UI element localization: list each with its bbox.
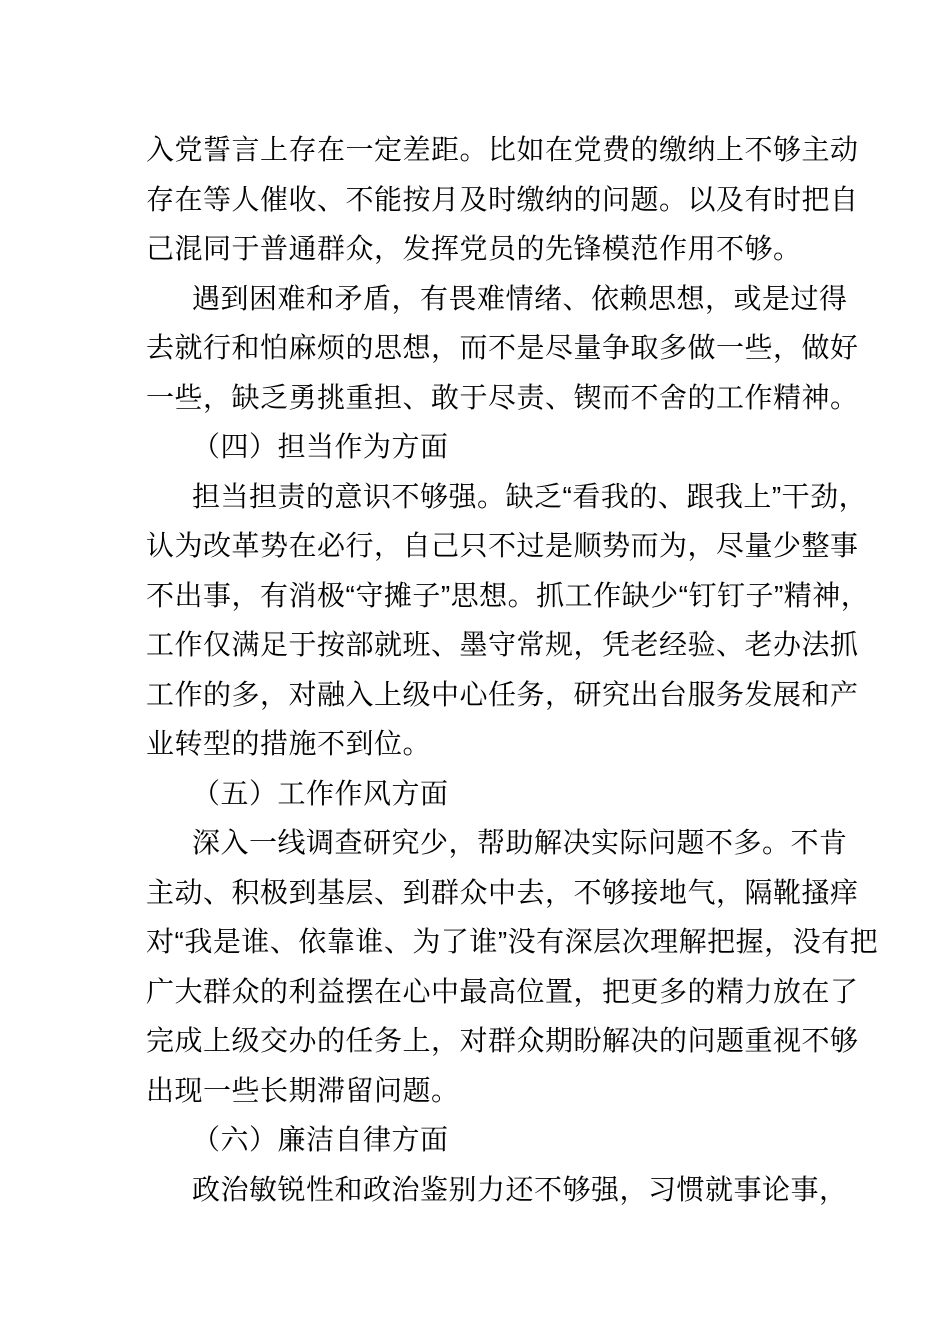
text-line: 不出事，有消极“守摊子”思想。抓工作缺少“钉钉子”精神，: [146, 579, 870, 611]
text-line: 政治敏锐性和政治鉴别力还不够强，习惯就事论事，: [192, 1173, 848, 1205]
document-text-block: [146, 125, 879, 1214]
text-line: 广大群众的利益摆在心中最高位置，把更多的精力放在了: [146, 975, 859, 1007]
text-line: 入党誓言上存在一定差距。比如在党费的缴纳上不够主动: [146, 134, 859, 165]
text-line: 出现一些长期滞留问题。: [146, 1074, 460, 1106]
text-line: 去就行和怕麻烦的思想，而不是尽量争取多做一些，做好: [146, 332, 859, 363]
text-line: 认为改革势在必行，自己只不过是顺势而为，尽量少整事: [146, 530, 859, 561]
text-line: 工作仅满足于按部就班、墨守常规，凭老经验、老办法抓: [146, 629, 859, 660]
text-line: 一些，缺乏勇挑重担、敢于尽责、锲而不舍的工作精神。: [146, 381, 859, 413]
text-line: 遇到困难和矛盾，有畏难情绪、依赖思想，或是过得: [192, 282, 848, 314]
section-heading: （四）担当作为方面: [192, 431, 449, 462]
text-line: 主动、积极到基层、到群众中去，不够接地气，隔靴搔痒: [146, 876, 859, 908]
text-line: 对“我是谁、依靠谁、为了谁”没有深层次理解把握，没有把: [146, 926, 879, 957]
text-line: 完成上级交办的任务上，对群众期盼解决的问题重视不够: [146, 1025, 859, 1056]
text-line: 己混同于普通群众，发挥党员的先锋模范作用不够。: [146, 233, 802, 264]
text-line: 业转型的措施不到位。: [146, 728, 432, 759]
text-line: 工作的多，对融入上级中心任务，研究出台服务发展和产: [146, 678, 859, 710]
section-heading: （六）廉洁自律方面: [192, 1124, 449, 1155]
text-line: 担当担责的意识不够强。缺乏“看我的、跟我上”干劲，: [192, 480, 868, 512]
text-line: 存在等人催收、不能按月及时缴纳的问题。以及有时把自: [146, 183, 859, 215]
section-heading: （五）工作作风方面: [192, 777, 449, 809]
text-line: 深入一线调查研究少，帮助解决实际问题不多。不肯: [192, 827, 848, 858]
